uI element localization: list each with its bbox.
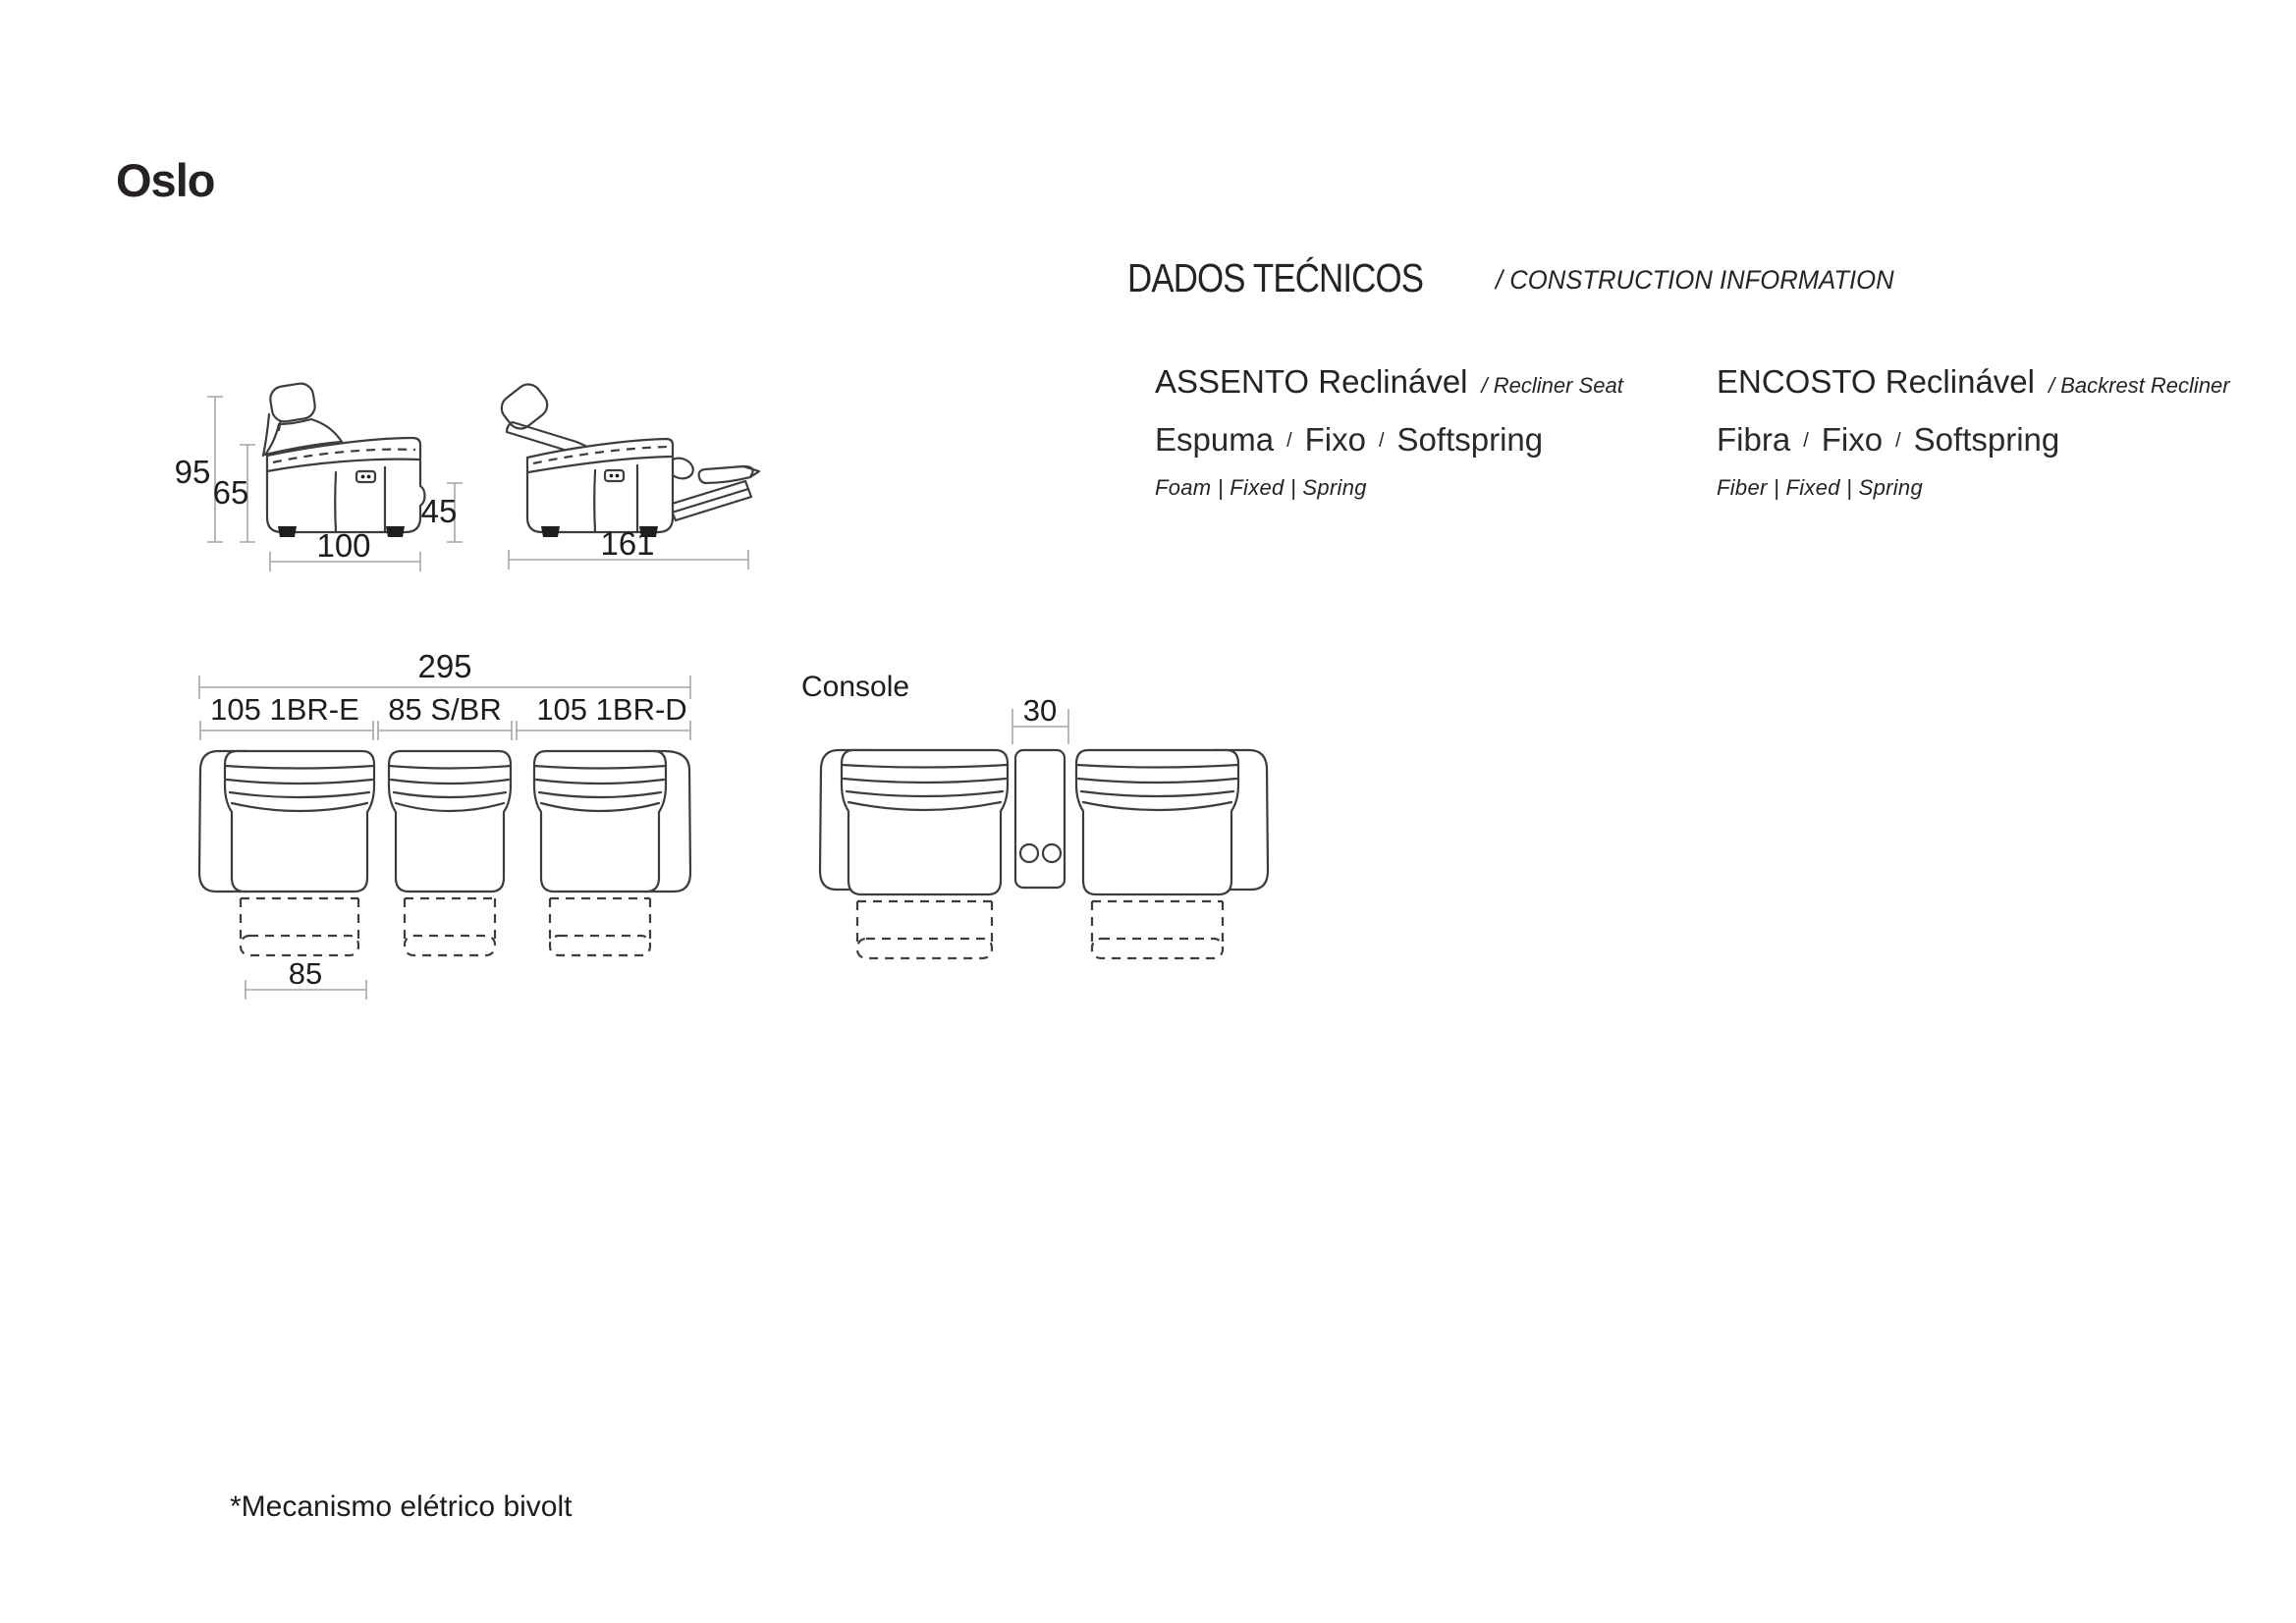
spec-seat-material-3: Softspring (1396, 421, 1544, 458)
dim-section-left: 105 1BR-E (210, 692, 359, 727)
dim-reclined-depth: 161 (600, 525, 655, 562)
footrest-mechanism (669, 481, 751, 520)
footrest-outline (857, 939, 992, 958)
tech-header (1127, 255, 1915, 301)
dim-seat-back-height: 65 (212, 474, 249, 511)
tech-heading-translation: / CONSTRUCTION INFORMATION (1495, 265, 1894, 295)
dim-arm-height: 45 (420, 493, 458, 529)
spec-backrest-material-3: Softspring (1913, 421, 2060, 458)
footrest-outline (550, 936, 650, 955)
spec-backrest-materials (1717, 421, 2281, 459)
seat-middle (389, 751, 511, 955)
foot (278, 526, 297, 537)
spec-backrest-label-translation: / Backrest Recliner (2049, 373, 2230, 398)
spec-backrest-material-2: Fixo (1821, 421, 1884, 458)
spec-seat-materials-translation: Foam | Fixed | Spring (1155, 475, 1367, 500)
dim-overall-height: 95 (174, 454, 211, 490)
seat-left (842, 750, 1008, 958)
recliner-side-view-closed (263, 382, 425, 537)
separator: / (1895, 430, 1901, 452)
side-views-drawing (157, 373, 786, 589)
seat-body (267, 438, 425, 532)
spec-backrest-label: ENCOSTO Reclinável (1717, 363, 2035, 400)
spec-seat (1155, 363, 1720, 501)
separator: / (1803, 430, 1809, 452)
console-label: Console (801, 671, 910, 703)
recliner-side-view-open (497, 379, 759, 537)
front-views-drawing (191, 648, 1282, 1001)
spec-seat-materials (1155, 421, 1720, 459)
dim-section-middle: 85 S/BR (388, 692, 502, 727)
headrest (268, 382, 316, 423)
foot (541, 526, 560, 537)
footrest-outline (241, 936, 358, 955)
dim-seat-width: 85 (288, 956, 323, 991)
spec-backrest-materials-translation: Fiber | Fixed | Spring (1717, 475, 1923, 500)
footnote: *Mecanismo elétrico bivolt (230, 1490, 573, 1523)
page-title: Oslo (116, 154, 215, 206)
spec-seat-label: ASSENTO Reclinável (1155, 363, 1468, 400)
dim-console-width: 30 (1022, 693, 1058, 728)
spec-backrest-title (1717, 363, 2281, 401)
tech-heading: DADOS TEĆNICOS (1127, 255, 1424, 300)
spec-seat-title (1155, 363, 1720, 401)
console-sofa-front-view (820, 750, 1268, 958)
spec-backrest-material-1: Fibra (1717, 421, 1791, 458)
seat-right (1076, 750, 1238, 958)
dim-overall-width: 295 (417, 648, 472, 684)
seat-left (225, 751, 374, 955)
footrest-outline (405, 936, 495, 955)
foot (386, 526, 405, 537)
dim-closed-depth: 100 (316, 527, 371, 564)
console-unit (1015, 750, 1065, 888)
spec-seat-label-translation: / Recliner Seat (1481, 373, 1623, 398)
spec-seat-material-2: Fixo (1304, 421, 1366, 458)
separator: / (1286, 430, 1292, 452)
separator: / (1378, 430, 1385, 452)
footrest-outline (1092, 939, 1223, 958)
seat-right (534, 751, 666, 955)
spec-backrest (1717, 363, 2281, 501)
spec-seat-material-1: Espuma (1155, 421, 1275, 458)
dim-section-right: 105 1BR-D (536, 692, 687, 727)
sofa-front-view (199, 751, 690, 955)
